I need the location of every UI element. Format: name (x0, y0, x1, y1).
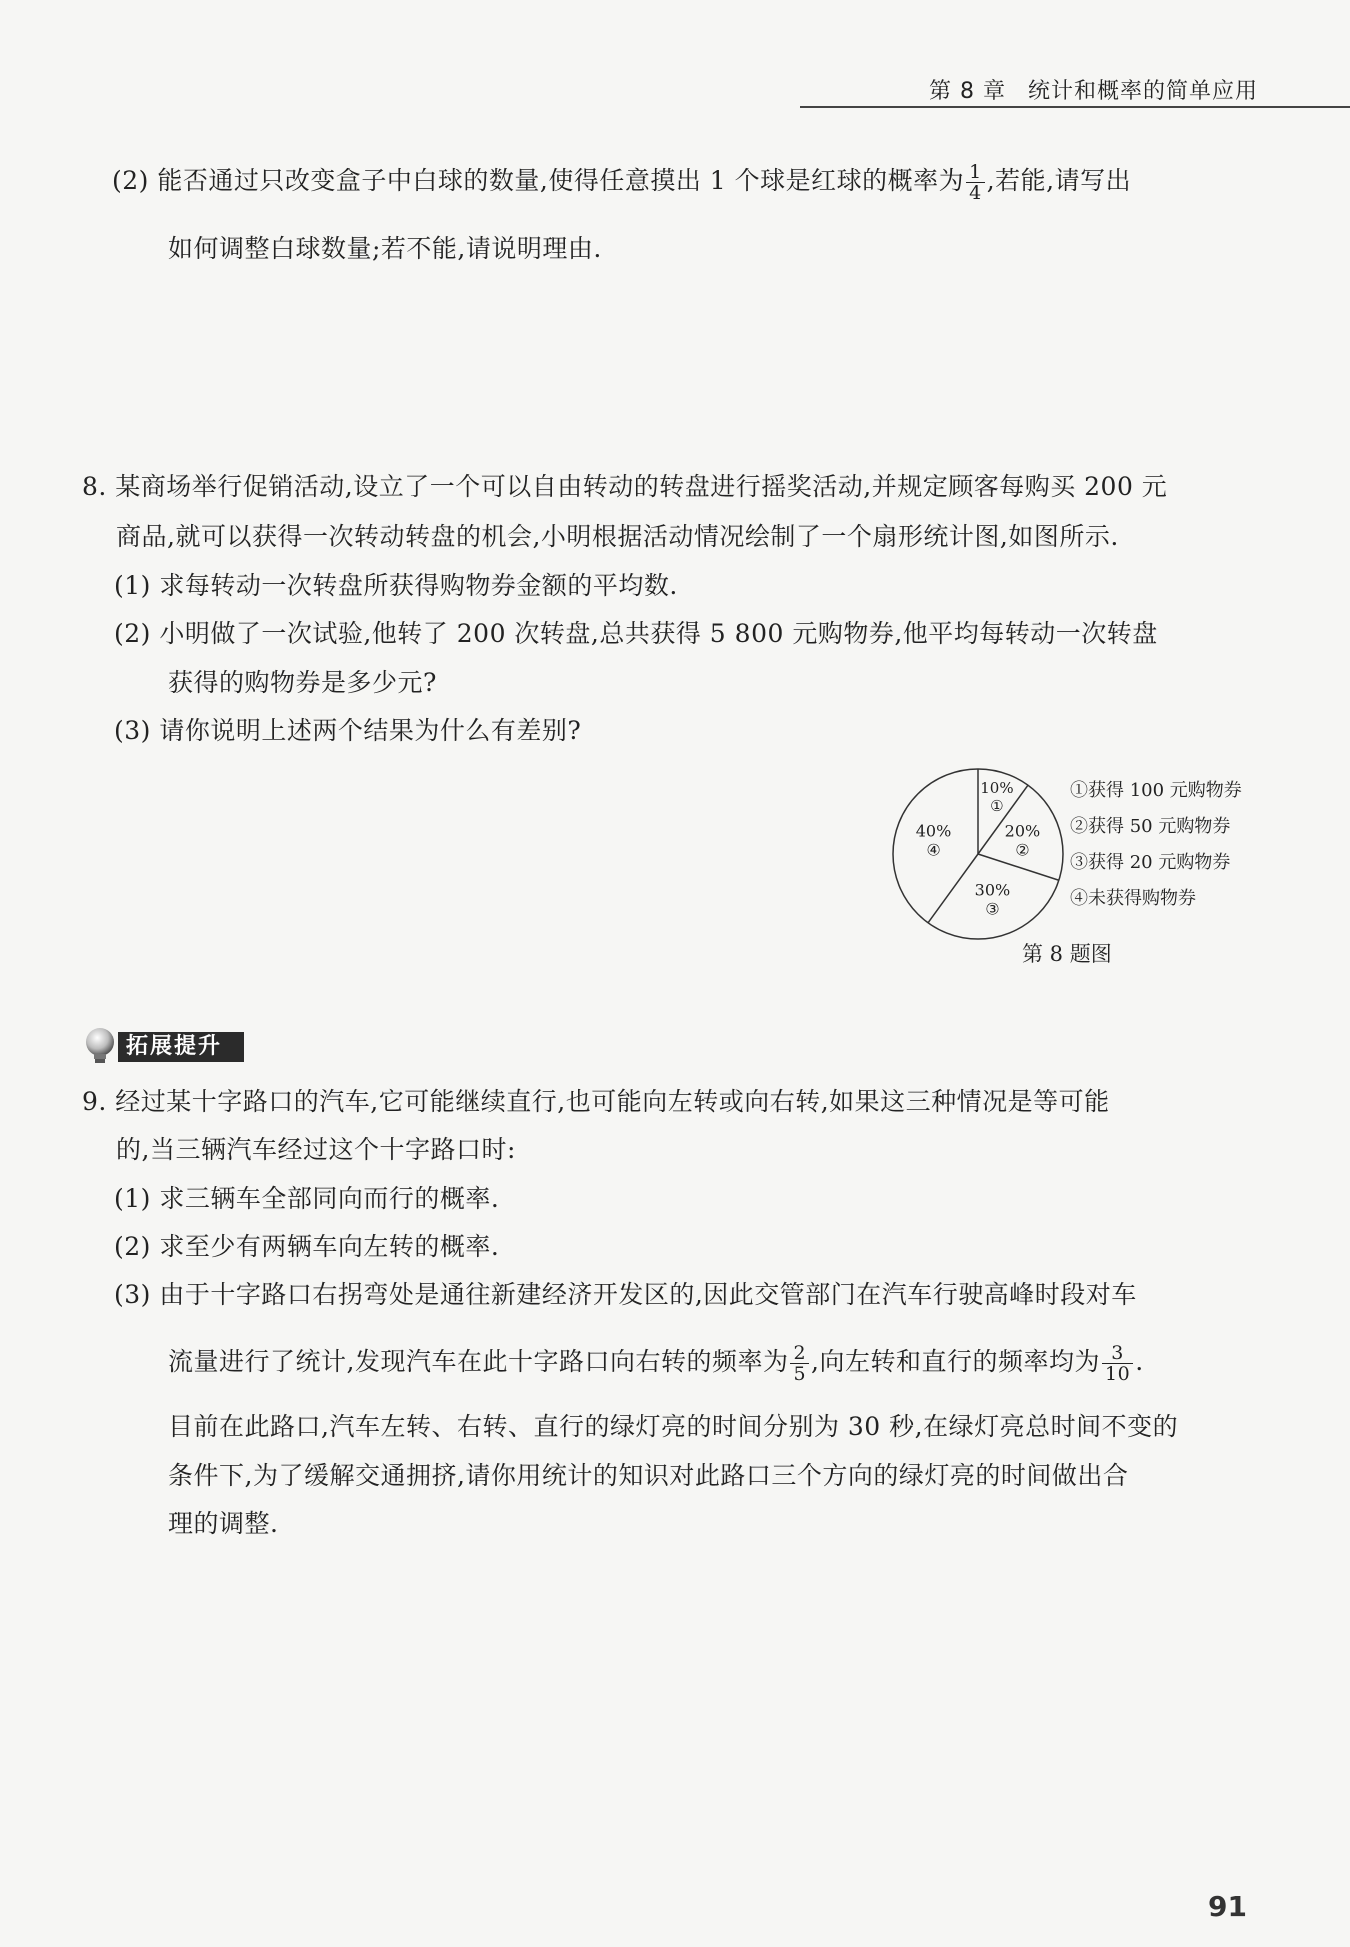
lightbulb-icon (80, 1026, 120, 1068)
pie-slice-id-label-4: ④ (926, 840, 941, 860)
legend-item-1: ①获得 100 元购物券 (1070, 780, 1242, 801)
chapter-number: 第 8 章 (929, 79, 1006, 104)
q9-stem-line1: 9. 经过某十字路口的汽车,它可能继续直行,也可能向左转或向右转,如果这三种情况是等可能 (82, 1087, 1110, 1116)
q9-part3-line3: 目前在此路口,汽车左转、右转、直行的绿灯亮的时间分别为 30 秒,在绿灯亮总时间不变的 (168, 1412, 1179, 1441)
pie-chart-svg (890, 758, 1070, 948)
header-rule (800, 106, 1350, 108)
q9-part3-line1: (3) 由于十字路口右拐弯处是通往新建经济开发区的,因此交管部门在汽车行驶高峰时段对车 (114, 1280, 1137, 1309)
pie-percent-label-2: 20% (1004, 821, 1041, 841)
q8-part1: (1) 求每转动一次转盘所获得购物券金额的平均数. (114, 571, 678, 600)
pie-slice-id-label-3: ③ (985, 899, 1000, 919)
q8-part2-line2: 获得的购物券是多少元? (168, 668, 437, 697)
legend-item-4: ④未获得购物券 (1070, 888, 1196, 909)
legend-item-3: ③获得 20 元购物券 (1070, 852, 1231, 873)
pie-percent-label-4: 40% (915, 821, 952, 841)
q7-part2-line1: (2) 能否通过只改变盒子中白球的数量,使得任意摸出 1 个球是红球的概率为 $\frac{1}{4}$ ,若能,请写出 (112, 161, 1132, 204)
pie-percent-label-1: 10% (980, 778, 1014, 797)
pie-slice-id-label-2: ② (1015, 840, 1030, 860)
fraction-one-quarter: $\frac{1}{4}$ (966, 162, 985, 203)
q8-stem-line2: 商品,就可以获得一次转动转盘的机会,小明根据活动情况绘制了一个扇形统计图,如图所示. (116, 522, 1119, 551)
q9-part3-line2: 流量进行了统计,发现汽车在此十字路口向右转的频率为 $\frac{2}{5}$ ,向左转和直行的频率均为 $\frac{3}{10}$ . (168, 1342, 1144, 1385)
pie-slice-boundary-4 (928, 854, 978, 923)
fraction-three-tenths: $\frac{3}{10}$ (1102, 1343, 1133, 1384)
section-title: 拓展提升 (126, 1034, 223, 1059)
q9-part2: (2) 求至少有两辆车向左转的概率. (114, 1232, 500, 1261)
q9-part3-line4: 条件下,为了缓解交通拥挤,请你用统计的知识对此路口三个方向的绿灯亮的时间做出合 (168, 1461, 1129, 1490)
legend-item-2: ②获得 50 元购物券 (1070, 816, 1231, 837)
q7-part2-line2: 如何调整白球数量;若不能,请说明理由. (168, 234, 602, 263)
section-banner (80, 1026, 250, 1064)
q8-part2-line1: (2) 小明做了一次试验,他转了 200 次转盘,总共获得 5 800 元购物券,他平均每转动一次转盘 (114, 619, 1158, 648)
chapter-title: 统计和概率的简单应用 (1027, 79, 1258, 104)
q9-part1: (1) 求三辆车全部同向而行的概率. (114, 1184, 500, 1213)
q8-part3: (3) 请你说明上述两个结果为什么有差别? (114, 716, 582, 745)
q9-stem-line2: 的,当三辆汽车经过这个十字路口时: (116, 1135, 516, 1164)
fraction-two-fifths: $\frac{2}{5}$ (790, 1343, 809, 1384)
q8-stem-line1: 8. 某商场举行促销活动,设立了一个可以自由转动的转盘进行摇奖活动,并规定顾客每购买 200 元 (82, 472, 1168, 501)
page-number: 91 (1208, 1890, 1247, 1923)
running-header (929, 74, 1258, 105)
pie-percent-label-3: 30% (974, 880, 1011, 900)
pie-slice-id-label-1: ① (990, 796, 1004, 815)
q9-part3-line5: 理的调整. (168, 1509, 279, 1538)
figure-caption: 第 8 题图 (1022, 942, 1112, 966)
